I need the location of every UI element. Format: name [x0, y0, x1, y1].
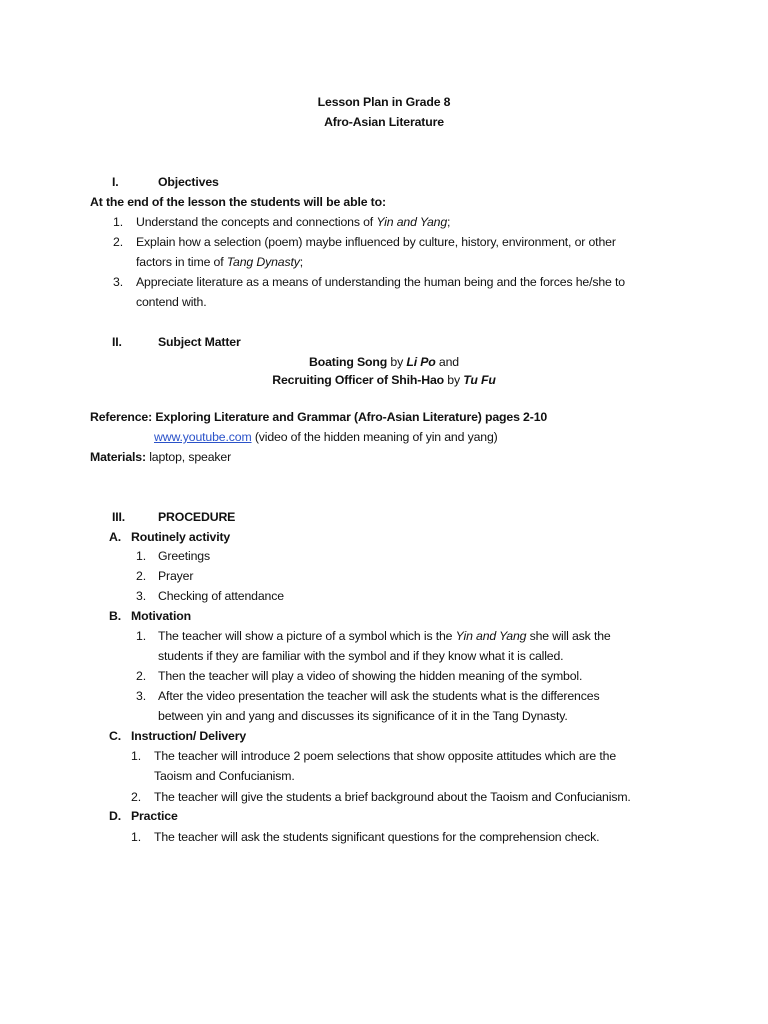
materials-value: laptop, speaker — [145, 450, 232, 464]
procedure-c-1-number: 1. — [131, 749, 141, 763]
objective-2-line1: Explain how a selection (poem) maybe influenced by culture, history, environment, or other — [136, 235, 616, 249]
procedure-c-1-line2: Taoism and Confucianism. — [154, 769, 295, 783]
objective-1 — [136, 214, 450, 230]
procedure-d-1-text: The teacher will ask the students significant questions for the comprehension check. — [154, 830, 600, 844]
document-subtitle: Afro-Asian Literature — [324, 115, 444, 129]
objective-2-number: 2. — [113, 235, 123, 249]
procedure-b-3-line2: between yin and yang and discusses its significance of it in the Tang Dynasty. — [158, 709, 568, 723]
section-roman-2: II. — [112, 335, 122, 349]
procedure-d-title: Practice — [131, 809, 178, 823]
procedure-b-1-line2: students if they are familiar with the symbol and if they know what it is called. — [158, 649, 564, 663]
procedure-c-letter: C. — [109, 729, 121, 743]
work-1-author: Li Po — [406, 355, 436, 369]
objective-2-emphasis: Tang Dynasty — [226, 255, 300, 269]
procedure-d-1-number: 1. — [131, 830, 141, 844]
procedure-c-2-text: The teacher will give the students a brief background about the Taoism and Confucianism. — [154, 790, 631, 804]
procedure-a-title: Routinely activity — [131, 530, 231, 544]
procedure-b-1-number: 1. — [136, 629, 146, 643]
procedure-b-title: Motivation — [131, 609, 191, 623]
procedure-b-1-post: she will ask the — [526, 629, 611, 643]
procedure-b-3-line1: After the video presentation the teacher will ask the students what is the differences — [158, 689, 600, 703]
objective-2-line2 — [136, 254, 303, 270]
video-note: (video of the hidden meaning of yin and yang) — [251, 430, 498, 444]
procedure-b-1-line1 — [158, 628, 611, 644]
objective-3-number: 3. — [113, 275, 123, 289]
materials-label: Materials: — [90, 450, 146, 464]
procedure-b-2-number: 2. — [136, 669, 146, 683]
procedure-a-3-number: 3. — [136, 589, 146, 603]
objective-3-line2: contend with. — [136, 295, 207, 309]
procedure-d-letter: D. — [109, 809, 121, 823]
section-roman-1: I. — [112, 175, 119, 189]
objective-1-number: 1. — [113, 215, 123, 229]
procedure-a-2-text: Prayer — [158, 569, 194, 583]
objectives-heading: Objectives — [158, 175, 219, 189]
objectives-intro: At the end of the lesson the students will be able to: — [90, 195, 386, 209]
work-1-tail: and — [435, 355, 459, 369]
youtube-link[interactable]: www.youtube.com — [154, 430, 252, 444]
section-roman-3: III. — [112, 510, 126, 524]
objective-2-text: factors in time of — [136, 255, 227, 269]
work-2-author: Tu Fu — [463, 373, 496, 387]
reference: Reference: Exploring Literature and Grammar (Afro-Asian Literature) pages 2-10 — [90, 410, 548, 424]
procedure-a-letter: A. — [109, 530, 121, 544]
objective-1-text: Understand the concepts and connections of — [136, 215, 377, 229]
procedure-c-1-line1: The teacher will introduce 2 poem selections that show opposite attitudes which are the — [154, 749, 617, 763]
objective-2-end: ; — [299, 255, 303, 269]
procedure-b-2-text: Then the teacher will play a video of showing the hidden meaning of the symbol. — [158, 669, 583, 683]
procedure-b-1-emphasis: Yin and Yang — [455, 629, 527, 643]
work-1 — [0, 354, 768, 370]
procedure-heading: PROCEDURE — [158, 510, 236, 524]
procedure-a-1-text: Greetings — [158, 549, 210, 563]
objective-1-emphasis: Yin and Yang — [376, 215, 448, 229]
work-2 — [0, 372, 768, 388]
procedure-b-1-pre: The teacher will show a picture of a symbol which is the — [158, 629, 456, 643]
procedure-a-3-text: Checking of attendance — [158, 589, 284, 603]
procedure-c-2-number: 2. — [131, 790, 141, 804]
procedure-a-2-number: 2. — [136, 569, 146, 583]
work-1-by: by — [387, 355, 407, 369]
objective-3-line1: Appreciate literature as a means of understanding the human being and the forces he/she to — [136, 275, 625, 289]
video-reference — [154, 429, 498, 445]
materials — [90, 449, 231, 465]
procedure-a-1-number: 1. — [136, 549, 146, 563]
procedure-b-3-number: 3. — [136, 689, 146, 703]
work-1-title: Boating Song — [308, 355, 388, 369]
subject-matter-heading: Subject Matter — [158, 335, 241, 349]
objective-1-end: ; — [447, 215, 451, 229]
work-2-title: Recruiting Officer of Shih-Hao — [272, 373, 445, 387]
document-title: Lesson Plan in Grade 8 — [317, 95, 451, 109]
procedure-b-letter: B. — [109, 609, 121, 623]
procedure-c-title: Instruction/ Delivery — [131, 729, 247, 743]
work-2-by: by — [444, 373, 464, 387]
